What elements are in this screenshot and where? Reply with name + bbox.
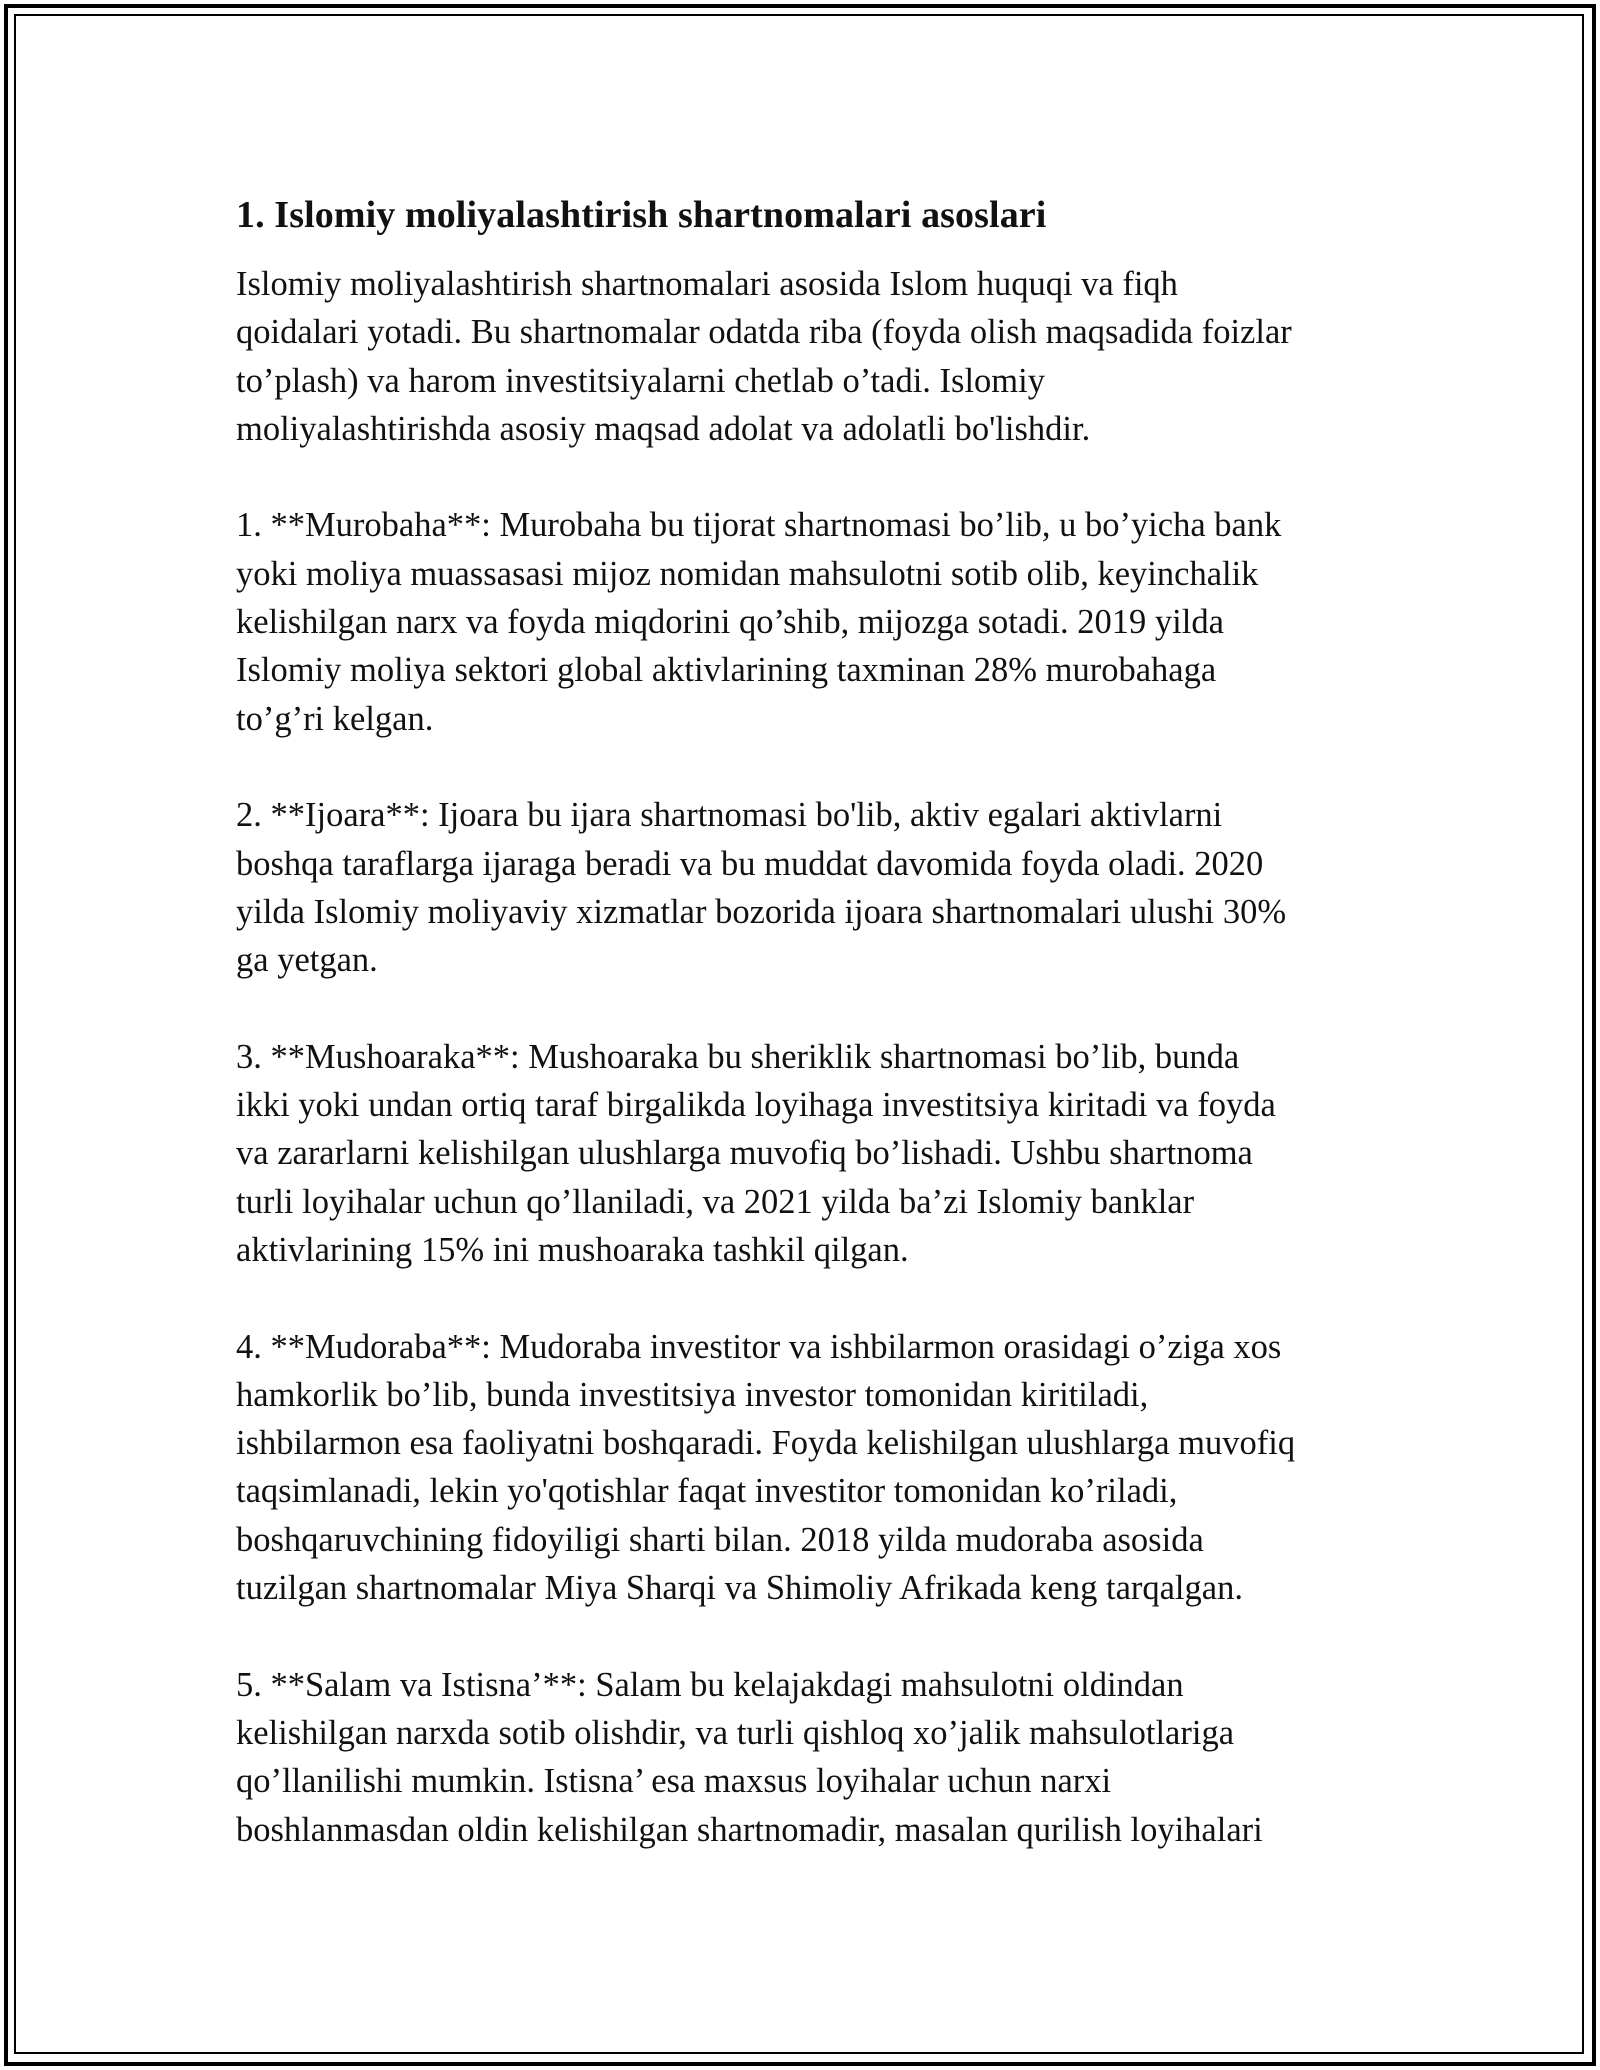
document-body	[236, 190, 1366, 1854]
mudoraba-paragraph: 4. **Mudoraba**: Mudoraba investitor va ishbilarmon orasidagi o’ziga xos hamkorlik bo’lib, bunda investitsiya investor tomonidan kiritiladi, ishbilarmon esa faoliyatni boshqaradi. Foyda kelishilgan ulushlarga muvofiq taqsimlanadi, lekin yo'qotishlar faqat investitor tomonidan ko’riladi, boshqaruvchining fidoyiligi sharti bilan. 2018 yilda mudoraba asosida tuzilgan shartnomalar Miya Sharqi va Shimoliy Afrikada keng tarqalgan.	[236, 1327, 1296, 1608]
salam-istisna-paragraph: 5. **Salam va Istisna’**: Salam bu kelajakdagi mahsulotni oldindan kelishilgan narxda sotib olishdir, va turli qishloq xo’jalik mahsulotlariga qo’llanilishi mumkin. Istisna’ esa maxsus loyihalar uchun narxi boshlanmasdan oldin kelishilgan shartnomadir, masalan qurilish loyihalari	[236, 1665, 1263, 1849]
intro-paragraph: Islomiy moliyalashtirish shartnomalari asosida Islom huquqi va fiqh qoidalari yotadi. Bu shartnomalar odatda riba (foyda olish maqsadida foizlar to’plash) va harom investitsiyalarni chetlab o’tadi. Islomiy moliyalashtirishda asosiy maqsad adolat va adolatli bo'lishdir.	[236, 265, 1292, 448]
ijoara-paragraph: 2. **Ijoara**: Ijoara bu ijara shartnomasi bo'lib, aktiv egalari aktivlarni boshqa taraflarga ijaraga beradi va bu muddat davomida foyda oladi. 2020 yilda Islomiy moliyaviy xizmatlar bozorida ijoara shartnomalari ulushi 30% ga yetgan.	[236, 796, 1287, 980]
section-heading: 1. Islomiy moliyalashtirish shartnomalari asoslari	[236, 194, 1047, 236]
mushoaraka-paragraph: 3. **Mushoaraka**: Mushoaraka bu sheriklik shartnomasi bo’lib, bunda ikki yoki undan ortiq taraf birgalikda loyihaga investitsiya kiritadi va foyda va zararlarni kelishilgan ulushlarga muvofiq bo’lishadi. Ushbu shartnoma turli loyihalar uchun qo’llaniladi, va 2021 yilda ba’zi Islomiy banklar aktivlarining 15% ini mushoaraka tashkil qilgan.	[236, 1037, 1276, 1269]
murobaha-paragraph: 1. **Murobaha**: Murobaha bu tijorat shartnomasi bo’lib, u bo’yicha bank yoki moliya muassasasi mijoz nomidan mahsulotni sotib olib, keyinchalik kelishilgan narx va foyda miqdorini qo’shib, mijozga sotadi. 2019 yilda Islomiy moliya sektori global aktivlarining taxminan 28% murobahaga to’g’ri kelgan.	[236, 506, 1282, 738]
